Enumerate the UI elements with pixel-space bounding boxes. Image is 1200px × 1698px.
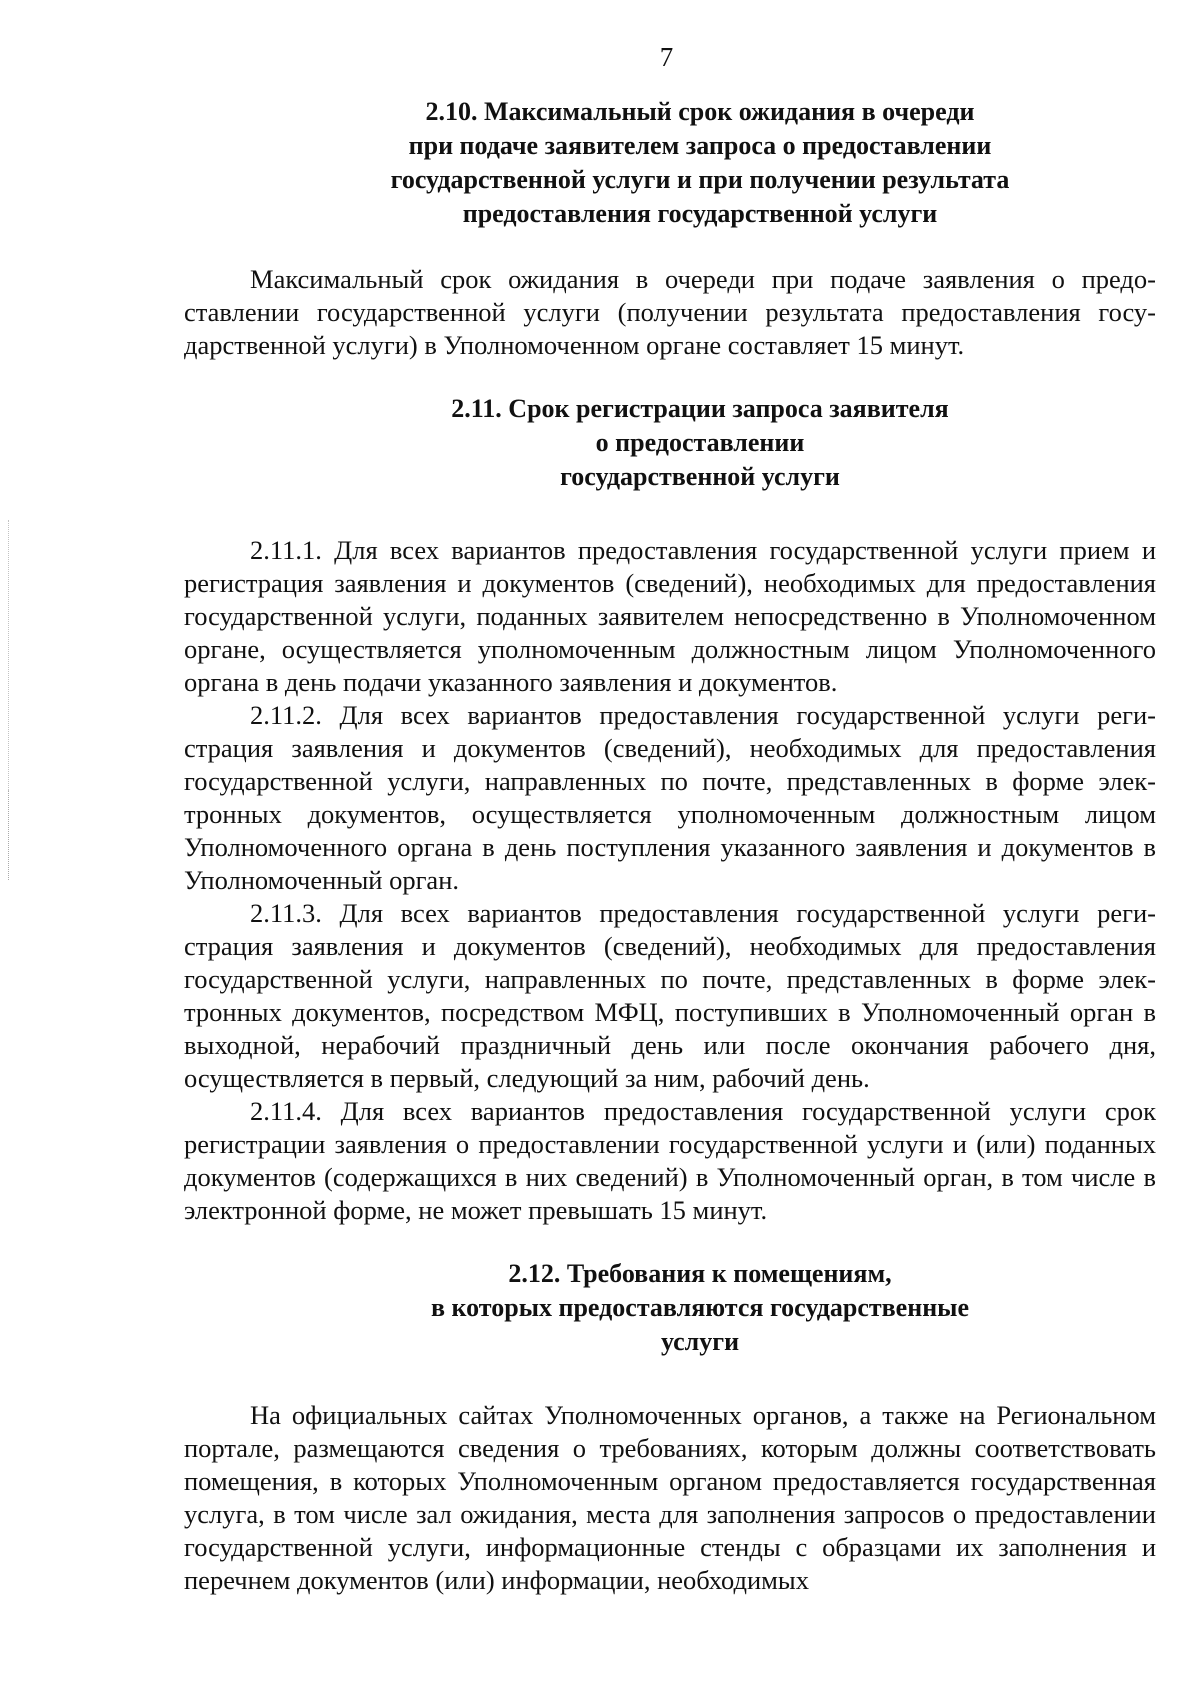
scan-binding-marks-lower — [8, 790, 11, 880]
spacer — [184, 1359, 1156, 1399]
paragraph-2-11-3: 2.11.3. Для всех вариантов предоставления государственной услуги регистрация заявления и документов (сведений), необходимых для предоставления государственной услуги, направленных по почте, представленных в форме электронных документов, посредством МФЦ, поступивших в Уполномоченный орган в выходной, нерабочий праздничный день или после окончания рабочего дня, осуществляется в первый, следующий за ним, рабочий день. — [184, 898, 1156, 1093]
heading-line: предоставления государственной услуги — [462, 199, 938, 228]
spacer — [184, 362, 1156, 392]
document-body — [184, 95, 1156, 1597]
heading-line: 2.11. Срок регистрации запроса заявителя — [451, 394, 949, 423]
section-heading-2-11 — [184, 392, 1156, 494]
heading-line: при подаче заявителем запроса о предоставлении — [408, 131, 992, 160]
paragraph-2-11-2: 2.11.2. Для всех вариантов предоставления государственной услуги регистрация заявления и документов (сведений), необходимых для предоставления государственной услуги, направленных по почте, представленных в форме электронных документов, осуществляется уполномоченным должностным лицом Уполномоченного органа в день поступления указанного заявления и документов в Уполномоченный орган. — [184, 700, 1156, 895]
section-heading-2-12 — [184, 1257, 1156, 1359]
heading-line: о предоставлении — [595, 428, 805, 457]
heading-line: в которых предоставляются государственные — [430, 1293, 970, 1322]
heading-line: услуги — [660, 1327, 740, 1356]
spacer — [184, 494, 1156, 534]
spacer — [184, 231, 1156, 263]
heading-line: 2.12. Требования к помещениям, — [508, 1259, 892, 1288]
section-heading-2-10 — [184, 95, 1156, 231]
paragraph-2-11-4: 2.11.4. Для всех вариантов предоставления государственной услуги срок регистрации заявления о предоставлении государственной услуги и (или) поданных документов (содержащихся в них сведений) в Уполномоченный орган, в том числе в электронной форме, не может превышать 15 минут. — [184, 1096, 1156, 1225]
heading-line: государственной услуги и при получении результата — [390, 165, 1010, 194]
paragraph-2-11-1: 2.11.1. Для всех вариантов предоставления государственной услуги прием и регистрация заявления и документов (сведений), необходимых для предоставления государственной услуги, поданных заявителем непосредственно в Уполномоченном органе, осуществляется уполномоченным должностным лицом Уполномоченного органа в день подачи указанного заявления и документов. — [184, 535, 1156, 697]
spacer — [184, 1227, 1156, 1257]
paragraph-2-10: Максимальный срок ожидания в очереди при подаче заявления о предоставлении государственной услуги (получении результата предоставления государственной услуги) в Уполномоченном органе составляет 15 минут. — [184, 264, 1156, 360]
heading-line: 2.10. Максимальный срок ожидания в очереди — [425, 97, 975, 126]
paragraph-2-12: На официальных сайтах Уполномоченных органов, а также на Региональном портале, размещаются сведения о требованиях, которым должны соответствовать помещения, в которых Уполномоченным органом предоставляется государственная услуга, в том числе зал ожидания, места для заполнения запросов о предоставлении государственной услуги, информационные стенды с образцами их заполнения и перечнем документов (или) информации, необходимых — [184, 1400, 1156, 1595]
heading-line: государственной услуги — [560, 462, 840, 491]
page-number: 7 — [659, 42, 674, 72]
